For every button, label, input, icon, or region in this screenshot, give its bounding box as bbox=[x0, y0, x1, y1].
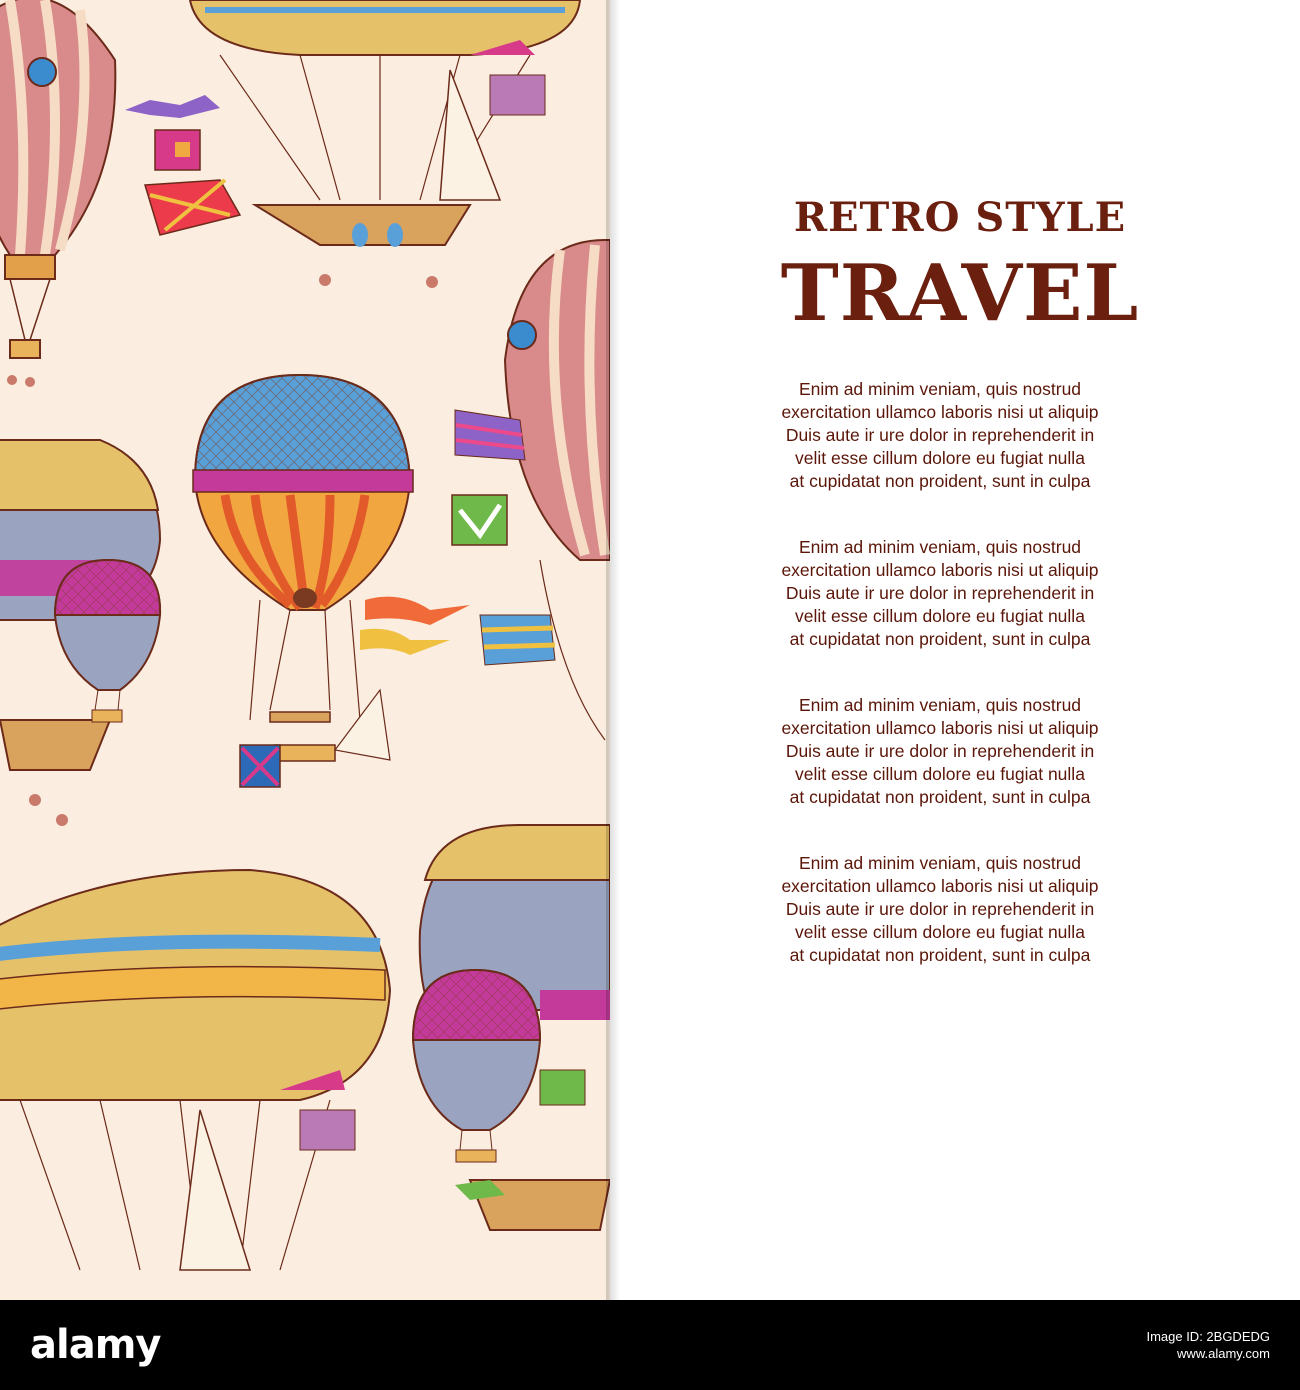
body-paragraph bbox=[720, 536, 1160, 651]
hot-air-balloon-icon bbox=[193, 375, 413, 787]
paragraph-line: Enim ad minim veniam, quis nostrud bbox=[798, 379, 1082, 399]
paragraph-line: velit esse cillum dolore eu fugiat nulla bbox=[795, 606, 1085, 626]
paragraph-line: Duis aute ir ure dolor in reprehenderit in bbox=[785, 741, 1095, 761]
airship-icon bbox=[190, 0, 580, 288]
paragraph-line: velit esse cillum dolore eu fugiat nulla bbox=[795, 922, 1085, 942]
paragraph-line: velit esse cillum dolore eu fugiat nulla bbox=[795, 448, 1085, 468]
paragraph-line: velit esse cillum dolore eu fugiat nulla bbox=[795, 764, 1085, 784]
source-url: www.alamy.com bbox=[1177, 1346, 1270, 1361]
pennant-flag-icon bbox=[125, 95, 240, 235]
striped-balloon-icon bbox=[0, 0, 115, 387]
alamy-logo: alamy bbox=[30, 1322, 161, 1368]
headline bbox=[700, 190, 1220, 342]
body-paragraph bbox=[720, 378, 1160, 493]
body-paragraph bbox=[720, 852, 1160, 967]
image-id-label: Image ID: 2BGDEDG bbox=[1146, 1329, 1270, 1344]
paragraph-line: exercitation ullamco laboris nisi ut aliquip bbox=[781, 718, 1099, 738]
paragraph-line: Duis aute ir ure dolor in reprehenderit in bbox=[785, 899, 1095, 919]
panel-shadow bbox=[606, 0, 620, 1300]
image-id bbox=[1146, 1328, 1270, 1362]
paragraph-line: at cupidatat non proident, sunt in culpa bbox=[789, 471, 1091, 491]
footer-bar bbox=[0, 1300, 1300, 1390]
headline-large: TRAVEL bbox=[780, 248, 1140, 339]
paragraph-line: Duis aute ir ure dolor in reprehenderit in bbox=[785, 425, 1095, 445]
paragraph-line: at cupidatat non proident, sunt in culpa bbox=[789, 787, 1091, 807]
airship-icon bbox=[0, 870, 390, 1270]
headline-small: RETRO STYLE bbox=[793, 194, 1127, 241]
paragraph-line: Enim ad minim veniam, quis nostrud bbox=[798, 695, 1082, 715]
hot-air-balloon-icon bbox=[55, 560, 160, 722]
hot-air-balloon-icon bbox=[413, 970, 540, 1200]
paragraph-line: Enim ad minim veniam, quis nostrud bbox=[798, 853, 1082, 873]
paragraph-line: Duis aute ir ure dolor in reprehenderit in bbox=[785, 583, 1095, 603]
striped-balloon-icon bbox=[505, 240, 610, 740]
paragraph-line: at cupidatat non proident, sunt in culpa bbox=[789, 945, 1091, 965]
body-paragraph bbox=[720, 694, 1160, 809]
paragraph-line: at cupidatat non proident, sunt in culpa bbox=[789, 629, 1091, 649]
paragraph-line: exercitation ullamco laboris nisi ut aliquip bbox=[781, 402, 1099, 422]
illustration-panel bbox=[0, 0, 610, 1300]
paragraph-line: Enim ad minim veniam, quis nostrud bbox=[798, 537, 1082, 557]
balloon-pattern-illustration bbox=[0, 0, 610, 1300]
paragraph-line: exercitation ullamco laboris nisi ut aliquip bbox=[781, 560, 1099, 580]
paragraph-line: exercitation ullamco laboris nisi ut aliquip bbox=[781, 876, 1099, 896]
